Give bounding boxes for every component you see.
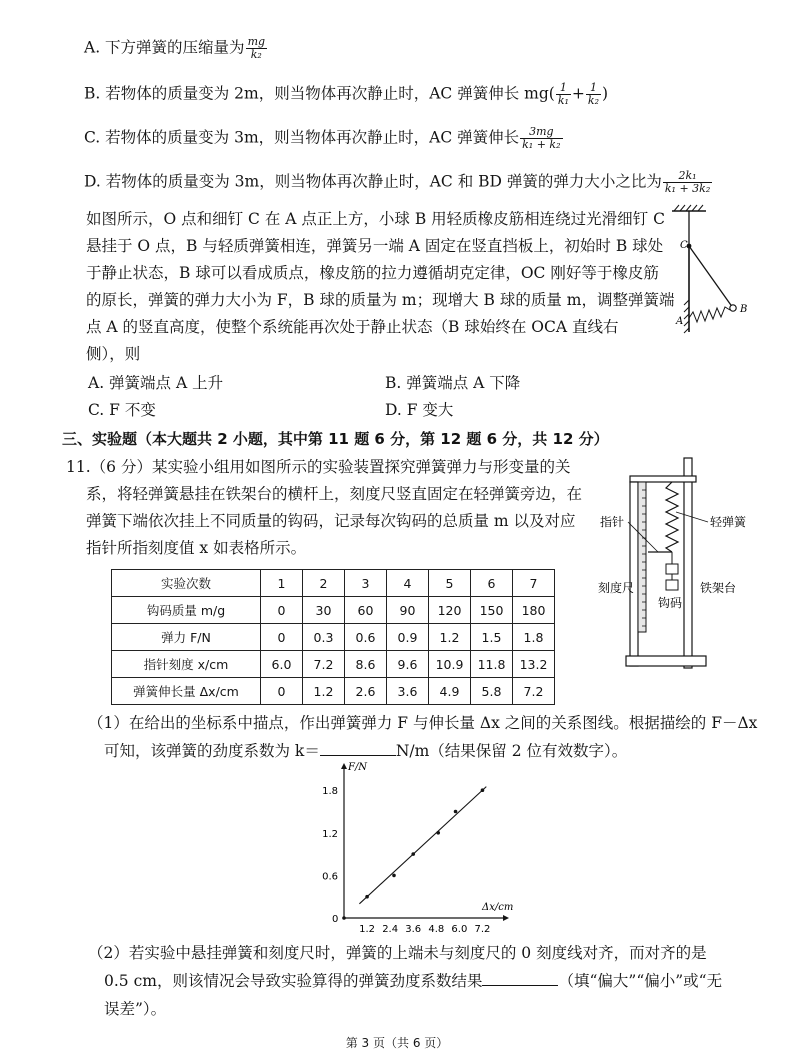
answer-blank-k[interactable]: [320, 741, 396, 756]
table-cell: 1.5: [471, 624, 513, 651]
q11-line-1: 11.（6 分）某实验小组用如图所示的实验装置探究弹簧弹力与形变量的关: [66, 458, 571, 476]
table-cell: 0.9: [387, 624, 429, 651]
table-cell: 90: [387, 597, 429, 624]
label-b: B: [740, 304, 748, 315]
table-row: [112, 624, 555, 651]
label-ruler: 刻度尺: [598, 581, 635, 595]
q11-part1-line-2: 可知，该弹簧的劲度系数为 k＝ N/m（结果保留 2 位有效数字）。: [104, 742, 628, 760]
label-spring: 轻弹簧: [710, 515, 747, 529]
q11-line-4: 指针所指刻度值 x 如表格所示。: [86, 539, 307, 557]
q10-line-6: 侧），则: [86, 345, 141, 363]
x-axis-label: Δx/cm: [482, 902, 514, 913]
table-cell: 150: [471, 597, 513, 624]
spring-coil: [666, 482, 678, 552]
label-a: A: [676, 316, 684, 327]
fraction: $\frac{1}{\text{k₂}}$: [587, 81, 599, 107]
x-axis-arrow: [503, 915, 509, 921]
x-tick-label: 7.2: [474, 924, 491, 935]
q10-line-4: 的原长，弹簧的弹力大小为 F，B 球的质量为 m；现增大 B 球的质量 m，调整弹簧端: [86, 291, 675, 309]
answer-blank-error[interactable]: [482, 971, 558, 986]
table-cell: 3: [345, 570, 387, 597]
q11-part2-line-1: （2）若实验中悬挂弹簧和刻度尺时，弹簧的上端未与刻度尺的 0 刻度线对齐，而对齐的是: [88, 944, 707, 962]
table-cell: 7: [513, 570, 555, 597]
q10-option-b: B. 弹簧端点 A 下降: [385, 374, 521, 392]
label-c: C: [680, 240, 688, 251]
q10-line-5: 点 A 的竖直高度，使整个系统能再次处于静止状态（B 球始终在 OCA 直线右: [86, 318, 619, 336]
data-point: [411, 852, 415, 856]
x-tick-label: 1.2: [359, 924, 376, 935]
data-point: [392, 874, 396, 878]
table-cell: 10.9: [429, 651, 471, 678]
table-cell: 2: [303, 570, 345, 597]
fraction: $\frac{3mg}{\text{k₁ + k₂}}$: [522, 125, 561, 151]
table-cell: 13.2: [513, 651, 555, 678]
spring-zigzag: [689, 307, 730, 322]
ruler-body: [638, 482, 646, 632]
wall-hatch: [684, 248, 689, 333]
origin-label: 0: [332, 914, 339, 925]
q11-line-2: 系，将轻弹簧悬挂在铁架台的横杆上，刻度尺竖直固定在轻弹簧旁边，在: [86, 485, 583, 503]
table-cell: 1.8: [513, 624, 555, 651]
label-stand: 铁架台: [700, 581, 737, 595]
table-cell: 6.0: [261, 651, 303, 678]
table-cell: 30: [303, 597, 345, 624]
q9-option-d: D. 若物体的质量变为 3m，则当物体再次静止时，AC 和 BD 弹簧的弹力大小之比为 $\frac{\text{2k₁}}{\text{k₁ + 3k₂}}$: [84, 169, 711, 195]
q10-line-1: 如图所示，O 点和细钉 C 在 A 点正上方，小球 B 用轻质橡皮筋相连绕过光滑细钉 C: [86, 210, 665, 228]
row-header: 弹力 F/N: [112, 624, 261, 651]
x-tick-label: 4.8: [428, 924, 445, 935]
table-cell: 9.6: [387, 651, 429, 678]
ball-b: [730, 305, 736, 311]
stand-rod: [684, 458, 692, 668]
y-axis-label: F/N: [348, 762, 368, 773]
label-pointer: 指针: [600, 515, 625, 529]
table-cell: 8.6: [345, 651, 387, 678]
q11-part2-line-2: 0.5 cm，则该情况会导致实验算得的弹簧劲度系数结果 （填“偏大”“偏小”或“无: [104, 972, 723, 990]
table-cell: 0: [261, 597, 303, 624]
q9-option-c: C. 若物体的质量变为 3m，则当物体再次静止时，AC 弹簧伸长 $\frac{3mg}{\text{k₁ + k₂}}$: [84, 125, 561, 151]
table-cell: 180: [513, 597, 555, 624]
table-cell: 0.3: [303, 624, 345, 651]
table-cell: 11.8: [471, 651, 513, 678]
row-header: 弹簧伸长量 Δx/cm: [112, 678, 261, 705]
x-tick-labels: [359, 924, 490, 935]
table-cell: 6: [471, 570, 513, 597]
table-cell: 120: [429, 597, 471, 624]
fit-line: [359, 787, 486, 904]
y-tick-label: 0.6: [322, 871, 338, 883]
q10-line-3: 于静止状态，B 球可以看成质点，橡皮筋的拉力遵循胡克定律，OC 刚好等于橡皮筋: [86, 264, 659, 282]
table-row: [112, 678, 555, 705]
q11-line-3: 弹簧下端依次挂上不同质量的钩码，记录每次钩码的总质量 m 以及对应: [86, 512, 576, 530]
table-cell: 4.9: [429, 678, 471, 705]
stand-base: [626, 656, 706, 666]
fraction: $\frac{\text{2k₁}}{\text{k₁ + 3k₂}}$: [664, 169, 711, 195]
fraction: $\frac{1}{\text{k₁}}$: [557, 81, 569, 107]
table-row: [112, 570, 555, 597]
data-table: [111, 569, 555, 705]
y-tick-label: 1.8: [322, 786, 338, 798]
q10-figure: [662, 204, 758, 334]
frame-left: [630, 482, 638, 666]
row-header: 实验次数: [112, 570, 261, 597]
x-tick-label: 6.0: [451, 924, 468, 935]
table-cell: 1: [261, 570, 303, 597]
data-point: [342, 916, 346, 920]
data-point: [454, 810, 458, 814]
y-tick-labels: [322, 786, 338, 882]
row-header: 钩码质量 m/g: [112, 597, 261, 624]
page-footer: 第 3 页（共 6 页）: [345, 1036, 449, 1050]
data-point: [481, 788, 485, 792]
ceiling-hatch: [672, 205, 706, 211]
table-cell: 0: [261, 624, 303, 651]
q10-option-d: D. F 变大: [385, 401, 454, 419]
row-header: 指针刻度 x/cm: [112, 651, 261, 678]
hook-weight-1: [666, 564, 678, 574]
q11-part2-line-3: 误差”）。: [104, 1000, 167, 1018]
label-hook: 钩码: [658, 596, 683, 610]
table-cell: 7.2: [303, 651, 345, 678]
x-tick-label: 2.4: [382, 924, 399, 935]
table-cell: 0.6: [345, 624, 387, 651]
table-cell: 4: [387, 570, 429, 597]
table-cell: 7.2: [513, 678, 555, 705]
table-cell: 60: [345, 597, 387, 624]
table-cell: 5.8: [471, 678, 513, 705]
x-tick-label: 3.6: [405, 924, 422, 935]
q9-option-b: B. 若物体的质量变为 2m，则当物体再次静止时，AC 弹簧伸长 mg( $\frac{1}{\text{k₁}}$ + $\frac{1}{\text{k₂}}$ ): [84, 81, 609, 107]
rubber-band-slant: [689, 246, 733, 308]
q10-option-c: C. F 不变: [88, 401, 156, 419]
table-cell: 2.6: [345, 678, 387, 705]
q10-line-2: 悬挂于 O 点，B 与轻质弹簧相连，弹簧另一端 A 固定在竖直挡板上，初始时 B 球处: [86, 237, 664, 255]
q11-part1-line-1: （1）在给出的坐标系中描点，作出弹簧弹力 F 与伸长量 Δx 之间的关系图线。根据描绘的 F－Δx: [88, 714, 758, 732]
table-cell: 0: [261, 678, 303, 705]
crossbar: [630, 476, 696, 482]
y-tick-label: 1.2: [322, 828, 338, 840]
table-cell: 1.2: [303, 678, 345, 705]
table-row: [112, 651, 555, 678]
q11-apparatus-figure: [598, 452, 762, 674]
table-cell: 1.2: [429, 624, 471, 651]
table-cell: 3.6: [387, 678, 429, 705]
q9-option-a: A. 下方弹簧的压缩量为 $\frac{mg}{\text{k₂}}$: [84, 35, 266, 61]
table-cell: 5: [429, 570, 471, 597]
data-point: [365, 895, 369, 899]
fraction: $\frac{mg}{\text{k₂}}$: [247, 35, 266, 61]
y-axis-arrow: [341, 763, 347, 769]
table-row: [112, 597, 555, 624]
q10-option-a: A. 弹簧端点 A 上升: [88, 374, 224, 392]
section-heading: 三、实验题（本大题共 2 小题，其中第 11 题 6 分，第 12 题 6 分，共 12 分）: [62, 430, 609, 448]
hook-weight-2: [666, 580, 678, 590]
f-vs-dx-chart: [296, 762, 516, 940]
data-point: [436, 831, 440, 835]
